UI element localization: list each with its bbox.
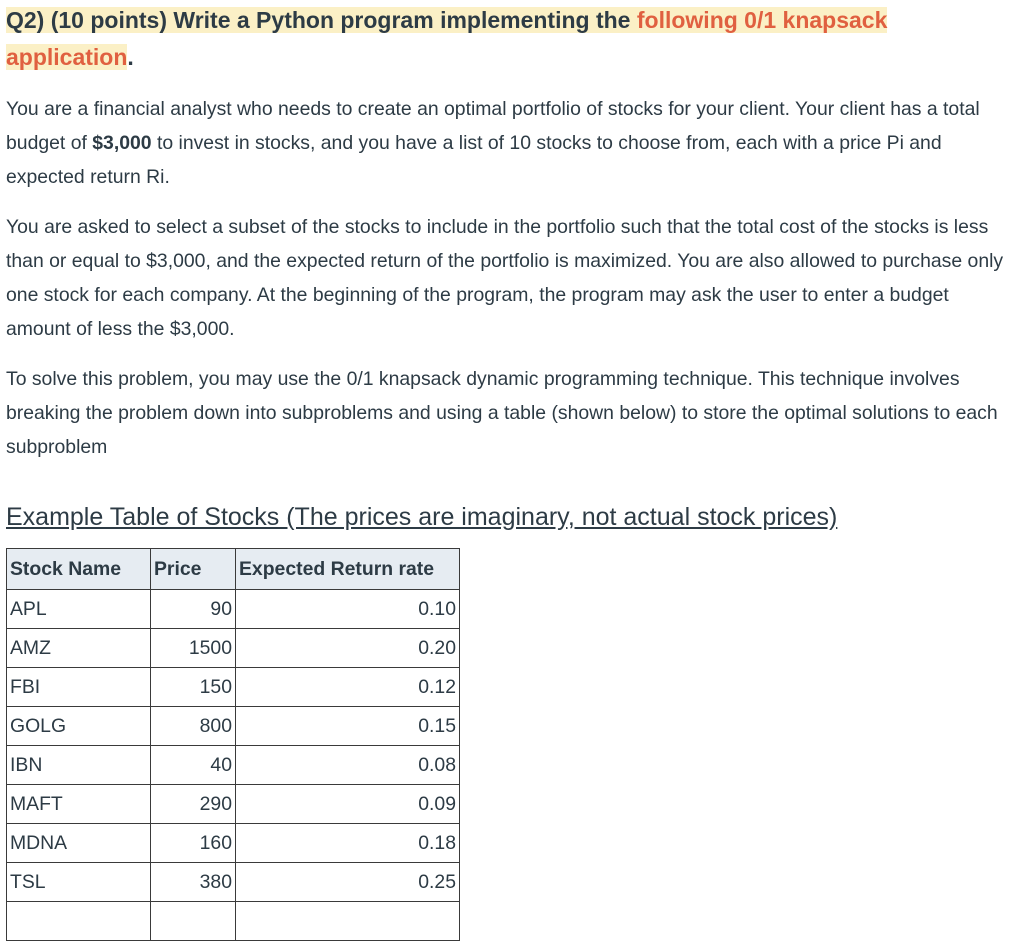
- table-header-row: [7, 549, 460, 590]
- cell-stock-name: [7, 902, 151, 941]
- cell-return: 0.20: [236, 629, 460, 668]
- cell-return: 0.18: [236, 824, 460, 863]
- cell-stock-name: MAFT: [7, 785, 151, 824]
- table-row: [7, 746, 460, 785]
- cell-price: 150: [151, 668, 236, 707]
- paragraph-intro-end: to invest in stocks, and you have a list of 10 stocks to choose from, each with a price Pi and expected return Ri.: [6, 132, 942, 188]
- cell-return: [236, 902, 460, 941]
- paragraph-task: You are asked to select a subset of the stocks to include in the portfolio such that the total cost of the stocks is less than or equal to $3,000, and the expected return of the portfolio is maximized. You are also allowed to purchase only one stock for each company. At the beginning of the program, the program may ask the user to enter a budget amount of less the $3,000.: [6, 216, 1004, 340]
- cell-stock-name: AMZ: [7, 629, 151, 668]
- table-row: [7, 824, 460, 863]
- header-price: Price: [151, 549, 236, 590]
- cell-price: 90: [151, 590, 236, 629]
- cell-stock-name: TSL: [7, 863, 151, 902]
- cell-price: 290: [151, 785, 236, 824]
- question-title-period: .: [127, 44, 134, 70]
- table-row: [7, 902, 460, 941]
- table-row: [7, 785, 460, 824]
- cell-stock-name: GOLG: [7, 707, 151, 746]
- cell-price: 800: [151, 707, 236, 746]
- paragraph-intro: [6, 92, 1018, 194]
- table-row: [7, 590, 460, 629]
- cell-return: 0.15: [236, 707, 460, 746]
- header-expected-return: Expected Return rate: [236, 549, 460, 590]
- question-title-lead: Q2) (10 points) Write a Python program implementing the: [6, 7, 637, 33]
- table-row: [7, 668, 460, 707]
- cell-price: [151, 902, 236, 941]
- cell-price: 1500: [151, 629, 236, 668]
- cell-stock-name: MDNA: [7, 824, 151, 863]
- paragraph-intro-start: You are a financial analyst who needs to create an optimal portfolio of stocks for your client. Your client has a total budget of: [6, 98, 980, 154]
- cell-return: 0.12: [236, 668, 460, 707]
- question-content: [6, 0, 1018, 893]
- cell-return: 0.25: [236, 863, 460, 902]
- cell-stock-name: IBN: [7, 746, 151, 785]
- cell-return: 0.08: [236, 746, 460, 785]
- cell-price: 40: [151, 746, 236, 785]
- question-title-highlight: following 0/1 knapsack application: [6, 7, 888, 70]
- paragraph-technique: To solve this problem, you may use the 0/1 knapsack dynamic programming technique. This technique involves breaking the problem down into subproblems and using a table (shown below) to store the optimal solutions to each subproblem: [6, 368, 998, 458]
- stocks-table: [6, 548, 460, 941]
- cell-stock-name: FBI: [7, 668, 151, 707]
- cell-return: 0.09: [236, 785, 460, 824]
- table-row: [7, 863, 460, 902]
- budget-amount: $3,000: [92, 132, 152, 154]
- cell-price: 160: [151, 824, 236, 863]
- question-title: [6, 0, 1018, 76]
- cell-stock-name: APL: [7, 590, 151, 629]
- table-row: [7, 707, 460, 746]
- cell-price: 380: [151, 863, 236, 902]
- header-stock-name: Stock Name: [7, 549, 151, 590]
- table-row: [7, 629, 460, 668]
- cell-return: 0.10: [236, 590, 460, 629]
- table-heading: Example Table of Stocks (The prices are imaginary, not actual stock prices): [6, 503, 838, 531]
